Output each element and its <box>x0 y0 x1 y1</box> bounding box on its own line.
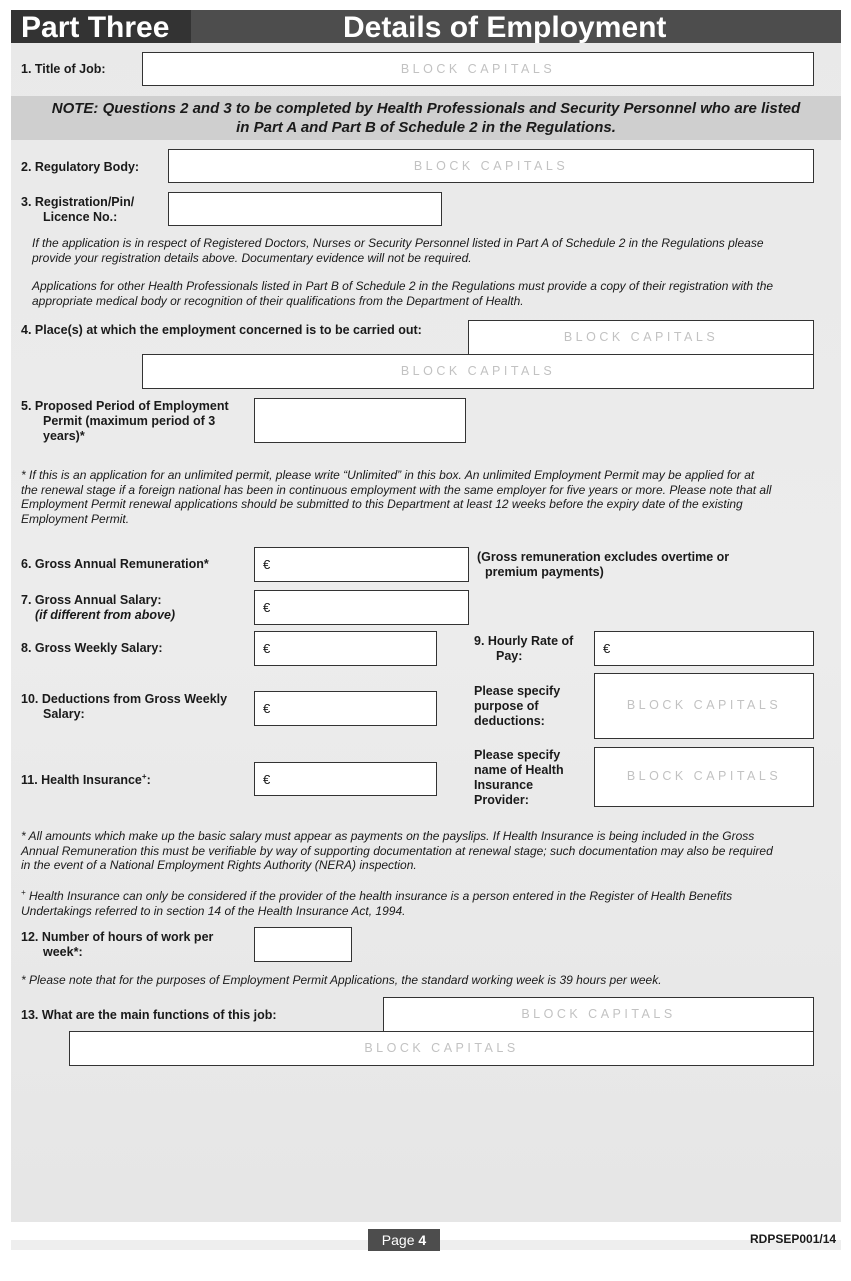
q1-label: 1. Title of Job: <box>21 62 106 76</box>
note-line-2: in Part A and Part B of Schedule 2 in the Regulations. <box>236 119 616 136</box>
insurance-provider-input[interactable] <box>594 747 814 807</box>
unlimited-permit-note <box>21 468 836 526</box>
q9-label-line-1: 9. Hourly Rate of <box>474 634 574 648</box>
weekly-hours-input[interactable] <box>254 927 352 962</box>
note-line-1: NOTE: Questions 2 and 3 to be completed by Health Professionals and Security Personnel who are listed <box>51 100 801 117</box>
q10-label-line-2: Salary: <box>43 707 85 721</box>
job-functions-placeholder-2: BLOCK CAPITALS <box>364 1041 519 1055</box>
unlimited-note-line-3: Employment Permit renewal applications should be submitted to this Department at least 12 weeks before the expiry date of the existing <box>21 497 743 511</box>
deduction-purpose-placeholder: BLOCK CAPITALS <box>626 698 782 712</box>
job-functions-input-1[interactable] <box>383 997 814 1032</box>
deduction-purpose-line-3: deductions: <box>474 714 545 728</box>
q10-label-line-1: 10. Deductions from Gross Weekly <box>21 692 228 706</box>
q11-label-text: 11. Health Insurance <box>21 773 142 788</box>
deduction-purpose-line-2: purpose of <box>474 699 539 713</box>
insurance-provider-line-1: Please specify <box>474 748 561 762</box>
insurance-note-mark: + <box>21 888 26 897</box>
employment-place-placeholder-1: BLOCK CAPITALS <box>563 330 719 344</box>
health-insurance-note <box>21 886 836 918</box>
part-label: Part Three <box>21 11 170 44</box>
q12-label-line-2: week*: <box>43 945 83 959</box>
insurance-provider-placeholder: BLOCK CAPITALS <box>626 769 782 783</box>
employment-place-input-2[interactable] <box>142 354 814 389</box>
form-page <box>11 10 841 1222</box>
note-band <box>11 96 841 140</box>
q11-label-mark: + <box>141 772 147 781</box>
euro-sign: € <box>603 641 611 656</box>
q5-label <box>21 399 229 444</box>
euro-sign: € <box>263 641 271 656</box>
q6-side-note-line-1: (Gross remuneration excludes overtime or <box>477 550 730 564</box>
q6-side-note <box>477 550 729 580</box>
deduction-purpose-line-1: Please specify <box>474 684 561 698</box>
amounts-note-line-1: * All amounts which make up the basic salary must appear as payments on the payslips. If Health Insurance is being included in the Gross <box>21 829 755 843</box>
permit-period-input[interactable] <box>254 398 466 443</box>
insurance-provider-line-3: Insurance <box>474 778 534 792</box>
registration-number-input[interactable] <box>168 192 442 226</box>
deduction-purpose-label <box>474 684 560 729</box>
insurance-provider-line-4: Provider: <box>474 793 529 807</box>
q4-label: 4. Place(s) at which the employment concerned is to be carried out: <box>21 323 422 337</box>
q12-label <box>21 930 213 960</box>
q11-label-end: : <box>146 773 151 788</box>
job-title-input[interactable] <box>142 52 814 86</box>
q9-label <box>474 634 573 664</box>
euro-sign: € <box>263 701 271 716</box>
q12-label-line-1: 12. Number of hours of work per <box>21 930 214 944</box>
registration-instructions <box>32 236 832 308</box>
q13-label: 13. What are the main functions of this job: <box>21 1008 277 1022</box>
working-week-note: * Please note that for the purposes of Employment Permit Applications, the standard working week is 39 hours per week. <box>21 973 662 987</box>
euro-sign: € <box>263 600 271 615</box>
unlimited-note-line-2: the renewal stage if a foreign national has been in continuous employment with the same employer for five years or more. Please note that all <box>21 482 772 497</box>
deduction-purpose-input[interactable] <box>594 673 814 739</box>
page-number: 4 <box>418 1232 427 1248</box>
q11-label <box>21 769 151 788</box>
weekly-deductions-input[interactable] <box>254 691 437 726</box>
part-label-block <box>11 10 191 43</box>
q3-label-line-1: 3. Registration/Pin/ <box>21 195 135 209</box>
employment-place-input-1[interactable] <box>468 320 814 355</box>
form-code: RDPSEP001/14 <box>750 1232 837 1246</box>
q5-label-line-3: years)* <box>43 429 85 443</box>
q7-label <box>21 593 175 623</box>
page-number-badge <box>368 1229 440 1251</box>
q9-label-line-2: Pay: <box>496 649 523 663</box>
q5-label-line-2: Permit (maximum period of 3 <box>43 414 216 428</box>
registration-text-2b: appropriate medical body or recognition of their qualifications from the Department of Health. <box>32 293 524 308</box>
q3-label <box>21 195 134 225</box>
job-functions-input-2[interactable] <box>69 1031 814 1066</box>
q2-label: 2. Regulatory Body: <box>21 160 140 174</box>
employment-place-placeholder-2: BLOCK CAPITALS <box>400 364 556 378</box>
insurance-provider-label <box>474 748 564 808</box>
insurance-note-line-1: Health Insurance can only be considered if the provider of the health insurance is a person entered in the Register of Health Benefits <box>25 889 733 903</box>
salary-amounts-note <box>21 829 836 873</box>
insurance-note-line-2: Undertakings referred to in section 14 of the Health Insurance Act, 1994. <box>21 903 406 918</box>
amounts-note-line-3: in the event of a National Employment Rights Authority (NERA) inspection. <box>21 858 417 872</box>
unlimited-note-line-1: * If this is an application for an unlimited permit, please write “Unlimited” in this box. An unlimited Employment Permit may be applied for at <box>21 468 755 482</box>
gross-annual-salary-input[interactable] <box>254 590 469 625</box>
gross-weekly-salary-input[interactable] <box>254 631 437 666</box>
regulatory-body-input[interactable] <box>168 149 814 183</box>
hourly-rate-input[interactable] <box>594 631 814 666</box>
q10-label <box>21 692 227 722</box>
registration-text-2a: Applications for other Health Professionals listed in Part B of Schedule 2 in the Regulations must provide a copy of their registration with the <box>32 279 774 293</box>
health-insurance-input[interactable] <box>254 762 437 796</box>
amounts-note-line-2: Annual Remuneration this must be verifiable by way of supporting documentation at renewal stage; such documentation may also be required <box>21 843 773 858</box>
section-title: Details of Employment <box>343 11 667 44</box>
registration-text-1a: If the application is in respect of Registered Doctors, Nurses or Security Personnel listed in Part A of Schedule 2 in the Regulations please <box>32 236 764 250</box>
euro-sign: € <box>263 772 271 787</box>
page-label: Page <box>381 1232 415 1248</box>
q7-label-line-2: (if different from above) <box>35 608 176 622</box>
unlimited-note-line-4: Employment Permit. <box>21 511 130 526</box>
euro-sign: € <box>263 557 271 572</box>
q8-label: 8. Gross Weekly Salary: <box>21 641 163 655</box>
job-functions-placeholder-1: BLOCK CAPITALS <box>521 1007 676 1021</box>
q6-label: 6. Gross Annual Remuneration* <box>21 557 209 571</box>
insurance-provider-line-2: name of Health <box>474 763 564 777</box>
q6-side-note-line-2: premium payments) <box>485 565 604 579</box>
regulatory-body-placeholder: BLOCK CAPITALS <box>413 159 569 173</box>
q3-label-line-2: Licence No.: <box>43 210 118 224</box>
registration-text-1b: provide your registration details above. Documentary evidence will not be required. <box>32 250 472 265</box>
gross-annual-remuneration-input[interactable] <box>254 547 469 582</box>
q7-label-line-1: 7. Gross Annual Salary: <box>21 593 162 607</box>
job-title-placeholder: BLOCK CAPITALS <box>400 62 556 76</box>
q5-label-line-1: 5. Proposed Period of Employment <box>21 399 229 413</box>
